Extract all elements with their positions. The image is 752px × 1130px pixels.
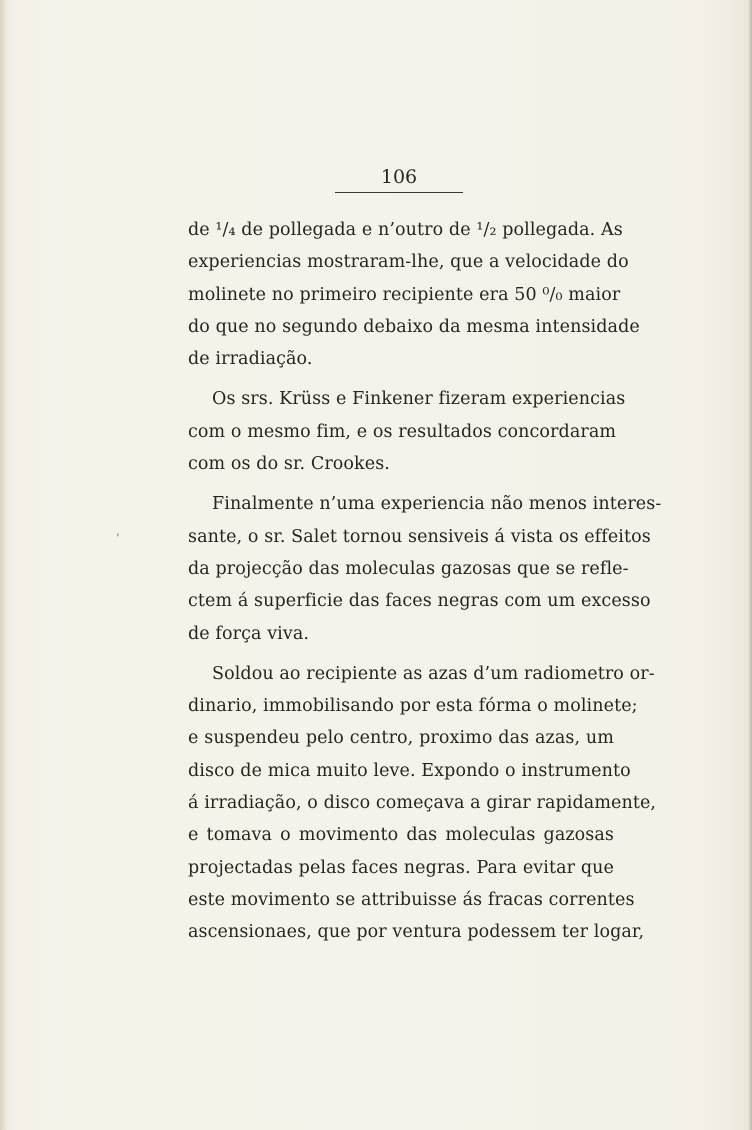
text-line: Finalmente n’uma experiencia não menos interes- — [212, 494, 662, 515]
text-line: experiencias mostraram-lhe, que a velocidade do — [188, 252, 629, 273]
margin-mark: , — [116, 524, 120, 538]
text-line: dinario, immobilisando por esta fórma o molinete; — [188, 696, 638, 717]
paragraph-2 — [188, 383, 626, 480]
page-number: 106 — [380, 166, 418, 188]
text-line: este movimento se attribuisse ás fracas correntes — [188, 889, 635, 910]
text-line: e tomava o movimento das moleculas gazosas — [188, 825, 614, 846]
text-line: molinete no primeiro recipiente era 50 ⁰/₀ maior — [188, 284, 621, 305]
text-line: disco de mica muito leve. Expondo o instrumento — [188, 760, 631, 781]
text-line: com os do sr. Crookes. — [188, 454, 390, 475]
paragraph-4 — [188, 658, 657, 949]
text-line: da projecção das moleculas gazosas que se refle- — [188, 558, 629, 579]
page-edge — [0, 0, 6, 1130]
paragraph-3 — [188, 488, 662, 649]
text-line: de força viva. — [188, 623, 310, 644]
text-line: do que no segundo debaixo da mesma intensidade — [188, 316, 640, 337]
text-line: com o mesmo fim, e os resultados concordaram — [188, 421, 617, 442]
text-line: de ¹/₄ de pollegada e n’outro de ¹/₂ pollegada. As — [188, 220, 623, 240]
text-line: á irradiação, o disco começava a girar rapidamente, — [188, 793, 657, 814]
paragraph-1 — [188, 214, 640, 375]
text-line: de irradiação. — [188, 349, 313, 370]
header-rule — [335, 192, 463, 193]
text-line: e suspendeu pelo centro, proximo das azas, um — [188, 728, 614, 749]
text-line: projectadas pelas faces negras. Para evitar que — [188, 857, 614, 878]
body-text — [188, 214, 662, 949]
text-line: ctem á superficie das faces negras com um excesso — [188, 591, 651, 612]
text-line: ascensionaes, que por ventura podessem ter logar, — [188, 922, 645, 943]
text-line: Soldou ao recipiente as azas d’um radiometro or- — [212, 663, 655, 684]
text-line: sante, o sr. Salet tornou sensiveis á vista os effeitos — [188, 526, 651, 547]
text-line: Os srs. Krüss e Finkener fizeram experiencias — [212, 389, 626, 410]
